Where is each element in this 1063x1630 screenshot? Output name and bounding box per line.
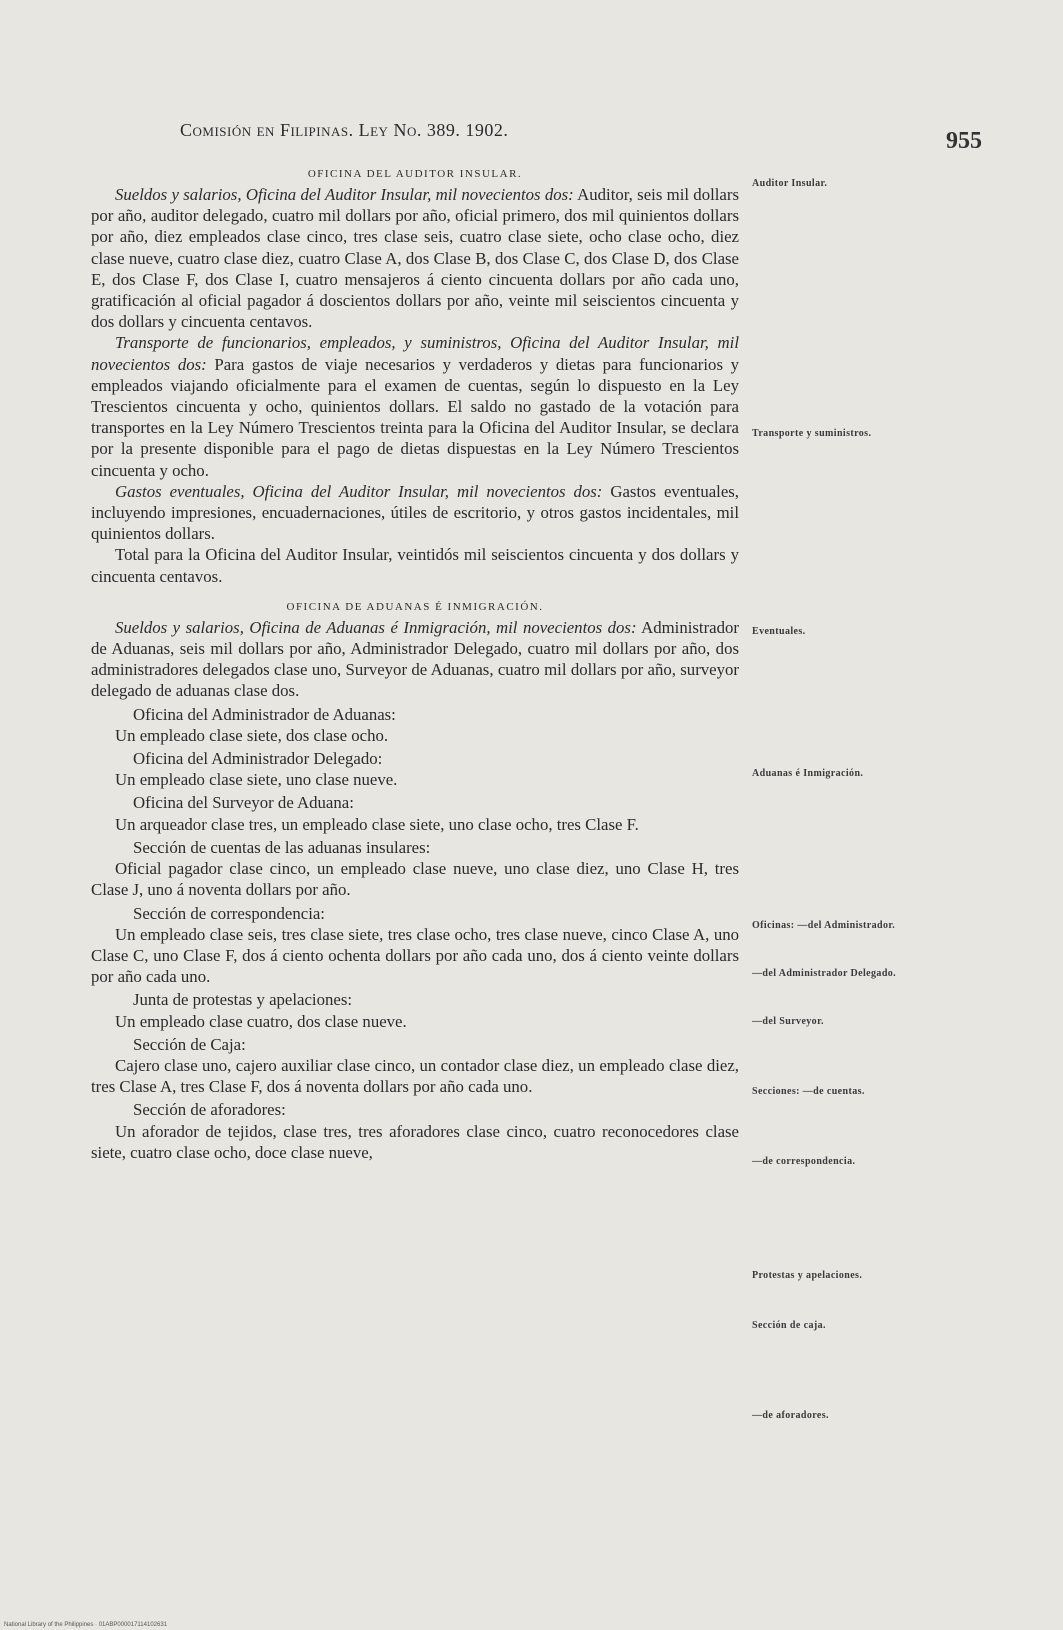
item-title: Oficina del Administrador de Aduanas:	[133, 704, 396, 724]
paragraph-total-auditor: Total para la Oficina del Auditor Insular, veintidós mil seiscientos cincuenta y dos dollars y cincuenta centavos.	[91, 545, 739, 586]
paragraph-gastos-eventuales: Gastos eventuales, Oficina del Auditor Insular, mil novecientos dos: Gastos eventuales, incluyendo impresiones, encuadernaciones, útiles de escritorio, y otros gastos incidentales, mil quinientos dollars.	[91, 481, 739, 544]
paragraph-transporte: Transporte de funcionarios, empleados, y suministros, Oficina del Auditor Insular, mil novecientos dos: Para gastos de viaje necesarios y verdaderos y dietas para funcionarios y empleados viajando oficialmente para el examen de cuentas, según lo dispuesto en la Ley Trescientos cincuenta y ocho, quinientos dollars. El saldo no gastado de la votación para transportes en la Ley Número Trescientos treinta para la Oficina del Auditor Insular, se declara por la presente disponible para el pago de dietas dispuestas en la Ley Número Trescientos cincuenta y ocho.	[91, 333, 739, 480]
margin-note: Auditor Insular.	[752, 178, 828, 189]
item-text: Un empleado clase seis, tres clase siete, tres clase ocho, tres clase nueve, cinco Clase A, uno Clase C, uno Clase F, dos á ciento ochenta dollars por año cada uno, dos á ciento veinte dollars por año cada uno.	[91, 924, 739, 987]
margin-note: —de correspondencia.	[752, 1156, 856, 1167]
item-text: Oficial pagador clase cinco, un empleado clase nueve, uno clase diez, uno Clase H, tres Clase J, uno á noventa dollars por año.	[91, 859, 739, 900]
item-text: Un arquеador clase tres, un empleado clase siete, uno clase ocho, tres Clase F.	[115, 814, 639, 834]
running-head: Comisión en Filipinas. Ley No. 389. 1902.	[180, 120, 509, 140]
margin-note: Secciones: —de cuentas.	[752, 1086, 865, 1097]
margin-note: Sección de caja.	[752, 1320, 826, 1331]
margin-note: —de aforadores.	[752, 1410, 829, 1421]
item-text: Un empleado clase siete, dos clase ocho.	[115, 725, 389, 745]
item-text: Un empleado clase siete, uno clase nueve.	[115, 770, 398, 790]
paragraph-sueldos-aduanas: Sueldos y salarios, Oficina de Aduanas é Inmigración, mil novecientos dos: Administrador de Aduanas, seis mil dollars por año, Administrador Delegado, cuatro mil dollars por año, dos administradores delegados clase uno, Surveyor de Aduanas, cuatro mil dollars por año, surveyor delegado de aduanas clase dos.	[91, 617, 739, 701]
footer-credit: National Library of the Philippines · 01ABP000017114102631	[4, 1622, 168, 1628]
item-title: Sección de Caja:	[133, 1034, 246, 1054]
paragraph-sueldos-auditor: Sueldos y salarios, Oficina del Auditor Insular, mil novecientos dos: Auditor, seis mil dollars por año, auditor delegado, cuatro mil dollars por año, oficial primero, dos mil quinientos dollars por año, diez empleados clase cinco, tres clase seis, cuatro clase siete, ocho clase ocho, diez clase nueve, cuatro clase diez, cuatro Clase A, dos Clase B, dos Clase C, dos Clase D, dos Clase E, dos Clase F, dos Clase I, cuatro mensajeros á ciento cincuenta dollars por año cada uno, gratificación al oficial pagador á doscientos dollars por año, veinte mil seiscientos cincuenta y dos dollars y cincuenta centavos.	[91, 185, 739, 332]
item-text: Un aforador de tejidos, clase tres, tres aforadores clase cinco, cuatro reconocedores clase siete, cuatro clase ocho, doce clase nueve,	[91, 1121, 739, 1162]
item-text: Un empleado clase cuatro, dos clase nueve.	[115, 1011, 407, 1031]
item-title: Oficina del Surveyor de Aduana:	[133, 793, 354, 813]
item-text: Cajero clase uno, cajero auxiliar clase cinco, un contador clase diez, un empleado clase diez, tres Clase A, tres Clase F, dos á noventa dollars por año cada uno.	[91, 1055, 739, 1097]
main-text-column	[91, 168, 739, 1163]
item-title: Sección de cuentas de las aduanas insulares:	[133, 837, 431, 857]
section-heading-aduanas: OFICINA DE ADUANAS É INMIGRACIÓN.	[286, 600, 544, 613]
margin-note: Aduanas é Inmigración.	[752, 768, 864, 779]
margin-note: Transporte y suministros.	[752, 428, 872, 439]
item-title: Sección de correspondencia:	[133, 903, 325, 923]
margin-note: —del Surveyor.	[752, 1016, 824, 1027]
page-number: 955	[946, 128, 982, 154]
margin-note: Oficinas: —del Administrador.	[752, 920, 896, 931]
item-title: Junta de protestas y apelaciones:	[133, 990, 353, 1010]
section-heading-auditor: OFICINA DEL AUDITOR INSULAR.	[307, 168, 523, 180]
margin-note: —del Administrador Delegado.	[752, 968, 897, 979]
margin-note: Eventuales.	[752, 626, 806, 637]
item-title: Sección de aforadores:	[133, 1100, 286, 1120]
item-title: Oficina del Administrador Delegado:	[133, 749, 383, 769]
margin-note: Protestas y apelaciones.	[752, 1270, 863, 1281]
